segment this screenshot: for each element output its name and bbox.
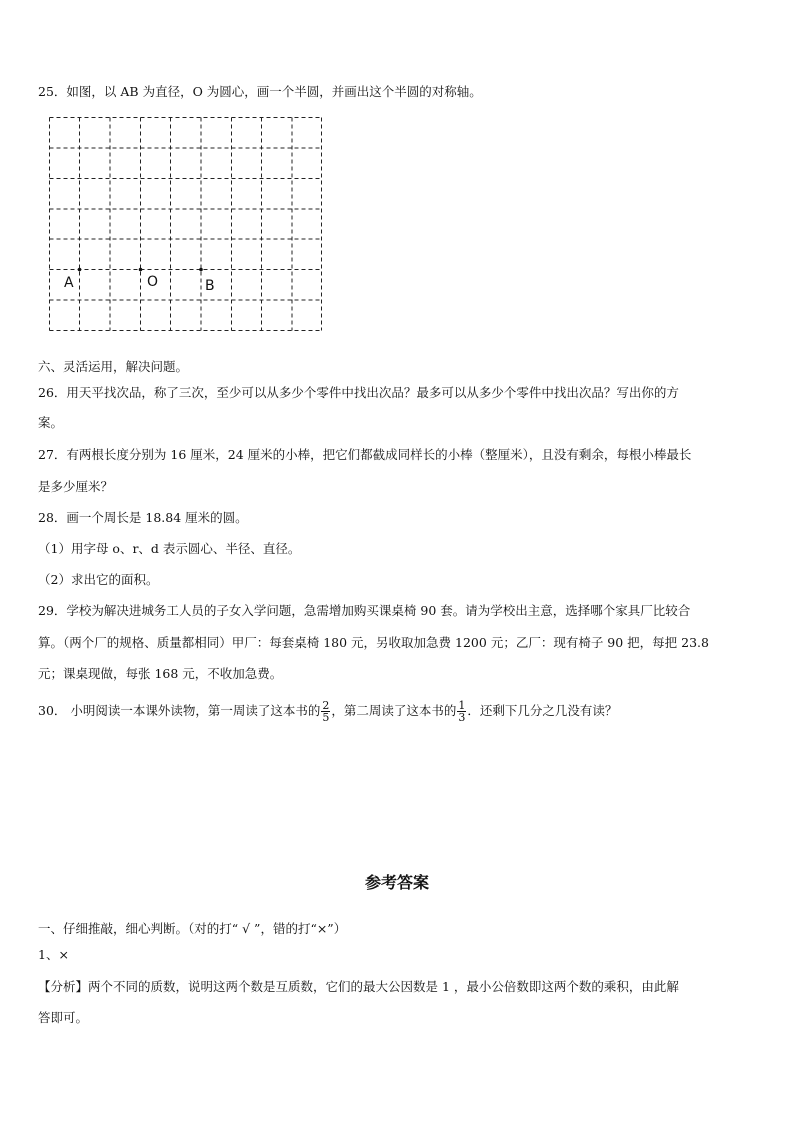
question-28-line-1: 28．画一个周长是 18.84 厘米的圆。	[38, 510, 248, 525]
point-a-label: A	[64, 275, 74, 291]
question-30	[38, 696, 760, 726]
question-27-line-2: 是多少厘米？	[38, 479, 114, 494]
answer-1: 1、×	[38, 947, 69, 962]
dashed-grid	[49, 117, 322, 331]
fraction-1-denominator: 5	[322, 711, 330, 724]
fraction-one-third	[457, 700, 466, 723]
question-30-suffix: ．还剩下几分之几没有读？	[467, 703, 618, 718]
section-6-title: 六、灵活运用，解决问题。	[38, 359, 189, 374]
question-30-prefix: 30． 小明阅读一本课外读物，第一周读了这本书的	[38, 703, 321, 718]
point-o-dot	[139, 268, 143, 272]
question-26-line-1: 26．用天平找次品，称了三次，至少可以从多少个零件中找出次品？最多可以从多少个零件中找出次品？写出你的方	[38, 385, 679, 400]
question-29-line-1: 29．学校为解决进城务工人员的子女入学问题，急需增加购买课桌椅 90 套。请为学校出主意，选择哪个家具厂比较合	[38, 603, 691, 618]
fraction-2-numerator: 1	[458, 699, 466, 712]
point-b-label: B	[205, 278, 215, 294]
answers-section-1: 一、仔细推敲，细心判断。（对的打“ √ ”，错的打“×”）	[38, 921, 347, 936]
fraction-two-fifths	[321, 700, 330, 723]
question-28-sub-1: （1）用字母 o、r、d 表示圆心、半径、直径。	[38, 541, 301, 556]
analysis-line-2: 答即可。	[38, 1010, 89, 1025]
question-26-line-2: 案。	[38, 415, 64, 430]
question-25: 25．如图，以 AB 为直径，O 为圆心，画一个半圆，并画出这个半圆的对称轴。	[38, 84, 482, 99]
question-27-line-1: 27．有两根长度分别为 16 厘米，24 厘米的小棒，把它们都截成同样长的小棒（整厘米），且没有剩余，每根小棒最长	[38, 447, 692, 462]
question-29-line-2: 算。（两个厂的规格、质量都相同）甲厂：每套桌椅 180 元，另收取加急费 1200 元；乙厂：现有椅子 90 把，每把 23.8	[38, 635, 709, 650]
point-o-label: O	[147, 274, 159, 290]
question-29-line-3: 元；课桌现做，每张 168 元，不收加急费。	[38, 666, 283, 681]
fraction-1-numerator: 2	[322, 699, 330, 712]
analysis-line-1: 【分析】两个不同的质数，说明这两个数是互质数，它们的最大公因数是 1 ，最小公倍数即这两个数的乘积，由此解	[38, 979, 679, 994]
grid-svg	[49, 117, 322, 331]
question-30-middle: ，第二周读了这本书的	[331, 703, 457, 718]
point-b-dot	[199, 268, 203, 272]
point-a-dot	[78, 268, 82, 272]
fraction-2-denominator: 3	[458, 711, 466, 724]
answers-title: 参考答案	[364, 873, 429, 892]
question-28-sub-2: （2）求出它的面积。	[38, 572, 159, 587]
